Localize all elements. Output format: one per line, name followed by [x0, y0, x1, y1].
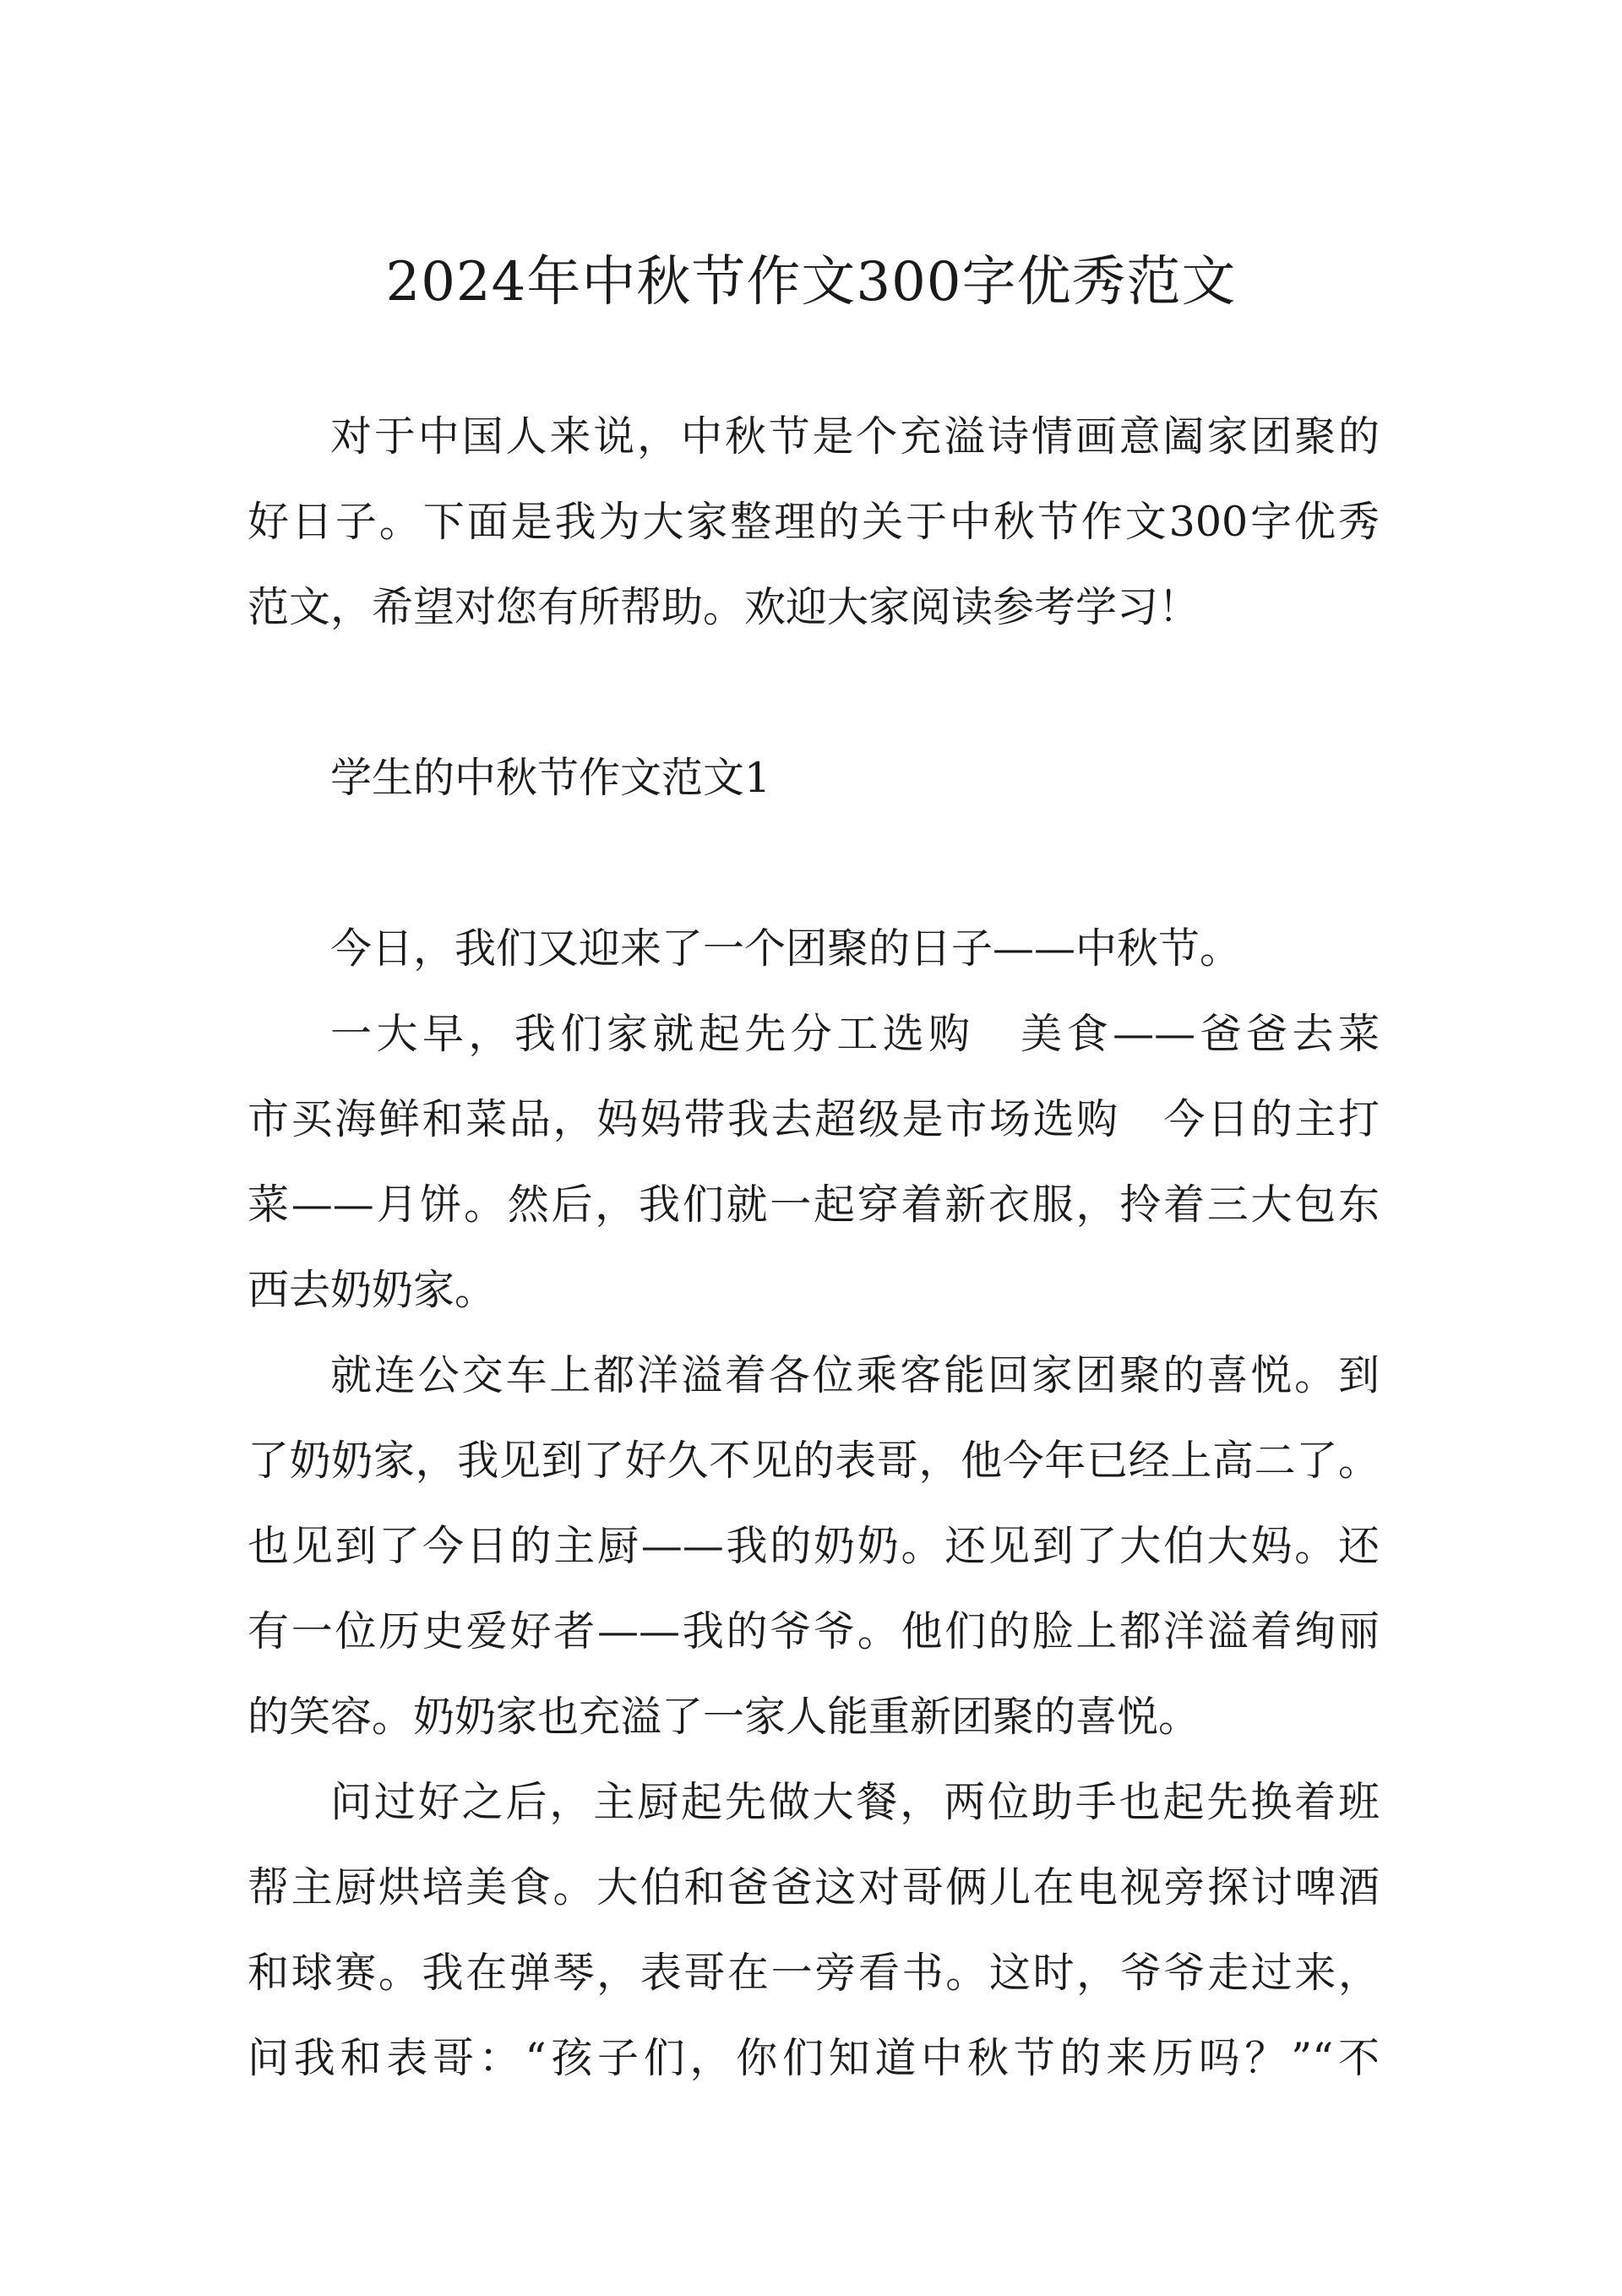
paragraph-line: 也见到了今日的主厨——我的奶奶。还见到了大伯大妈。还	[248, 1522, 1380, 1570]
section-heading-block	[248, 735, 1380, 821]
intro-line: 范文，希望对您有所帮助。欢迎大家阅读参考学习！	[248, 583, 1200, 631]
intro-line: 好日子。下面是我为大家整理的关于中秋节作文300字优秀	[248, 498, 1380, 546]
paragraph-line: 西去奶奶家。	[248, 1266, 497, 1314]
paragraph-line: 一大早，我们家就起先分工选购 美食——爸爸去菜	[330, 1010, 1380, 1058]
paragraph-3	[248, 1333, 1380, 1759]
paragraph-line: 就连公交车上都洋溢着各位乘客能回家团聚的喜悦。到	[330, 1351, 1380, 1399]
paragraph-line: 有一位历史爱好者——我的爷爷。他们的脸上都洋溢着绚丽	[248, 1607, 1380, 1655]
paragraph-line: 市买海鲜和菜品，妈妈带我去超级是市场选购 今日的主打	[248, 1095, 1380, 1143]
document-title: 2024年中秋节作文300字优秀范文	[385, 251, 1237, 314]
paragraph-4	[248, 1759, 1380, 2101]
section-heading: 学生的中秋节作文范文1	[330, 754, 771, 802]
paragraph-line: 菜——月饼。然后，我们就一起穿着新衣服，拎着三大包东	[248, 1181, 1380, 1229]
intro-line: 对于中国人来说，中秋节是个充溢诗情画意阖家团聚的	[330, 412, 1380, 461]
intro-paragraph	[248, 394, 1380, 650]
paragraph-line: 问过好之后，主厨起先做大餐，两位助手也起先换着班	[330, 1778, 1380, 1826]
paragraph-line: 了奶奶家，我见到了好久不见的表哥，他今年已经上高二了。	[248, 1437, 1380, 1485]
paragraph-line: 和球赛。我在弹琴，表哥在一旁看书。这时，爷爷走过来，	[248, 1949, 1380, 1997]
paragraph-2	[248, 991, 1380, 1333]
paragraph-line: 帮主厨烘培美食。大伯和爸爸这对哥俩儿在电视旁探讨啤酒	[248, 1863, 1380, 1912]
paragraph-line: 问我和表哥：“孩子们，你们知道中秋节的来历吗？”“不	[248, 2034, 1380, 2082]
paragraph-1	[248, 906, 1380, 991]
paragraph-line: 的笑容。奶奶家也充溢了一家人能重新团聚的喜悦。	[248, 1693, 1200, 1741]
paragraph-line: 今日，我们又迎来了一个团聚的日子——中秋节。	[330, 924, 1242, 973]
